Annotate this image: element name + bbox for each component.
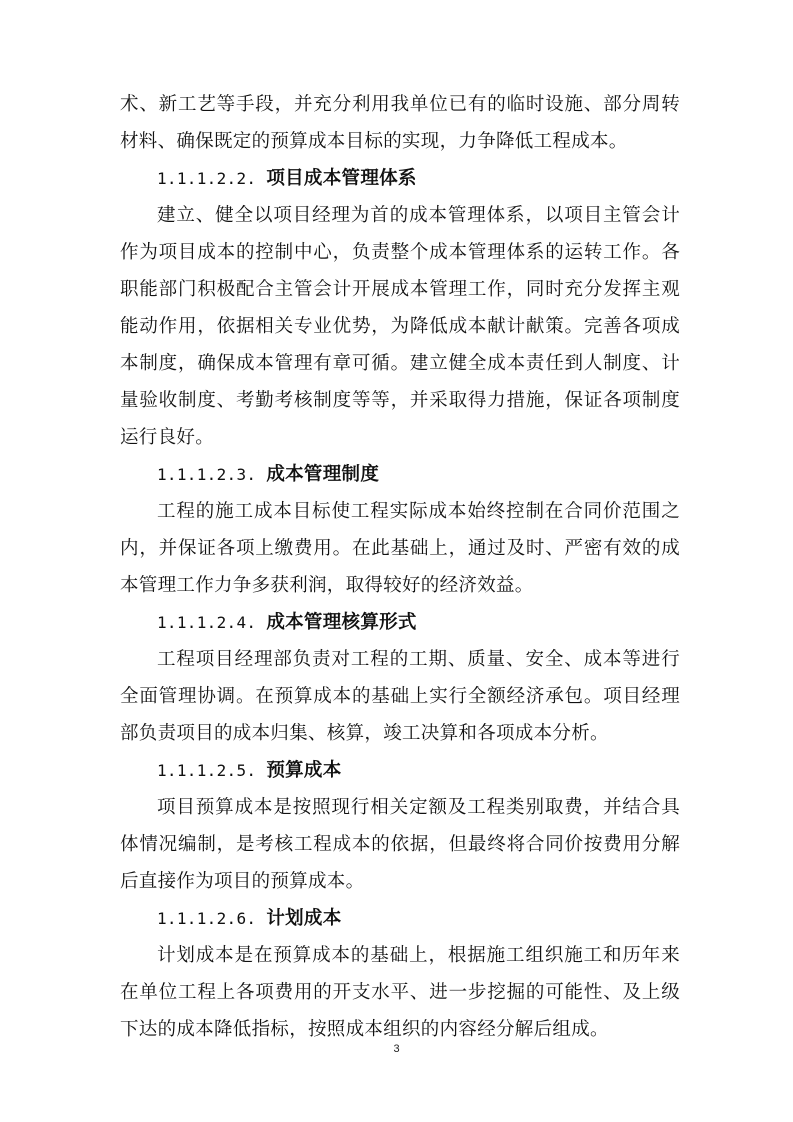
section-heading bbox=[120, 604, 680, 641]
section-heading bbox=[120, 752, 680, 789]
document-body bbox=[120, 86, 680, 1048]
section-number: 1.1.1.2.2. bbox=[157, 169, 257, 188]
section-title: 成本管理核算形式 bbox=[266, 612, 417, 633]
section-paragraph: 工程项目经理部负责对工程的工期、质量、安全、成本等进行全面管理协调。在预算成本的基础上实行全额经济承包。项目经理部负责项目的成本归集、核算，竣工决算和各项成本分析。 bbox=[120, 649, 680, 744]
page-number: 3 bbox=[393, 1043, 400, 1055]
section-paragraph: 计划成本是在预算成本的基础上，根据施工组织施工和历年来在单位工程上各项费用的开支水平、进一步挖掘的可能性、及上级下达的成本降低指标，按照成本组织的内容经分解后组成。 bbox=[120, 945, 680, 1040]
section-title: 预算成本 bbox=[266, 760, 342, 781]
intro-paragraph: 术、新工艺等手段，并充分利用我单位已有的临时设施、部分周转材料、确保既定的预算成本目标的实现，力争降低工程成本。 bbox=[120, 94, 680, 152]
section-paragraph: 工程的施工成本目标使工程实际成本始终控制在合同价范围之内，并保证各项上缴费用。在此基础上，通过及时、严密有效的成本管理工作力争多获利润，取得较好的经济效益。 bbox=[120, 501, 680, 596]
section-number: 1.1.1.2.4. bbox=[157, 613, 257, 632]
section-number: 1.1.1.2.6. bbox=[157, 909, 257, 928]
section-heading bbox=[120, 900, 680, 937]
section-heading bbox=[120, 160, 680, 197]
section-heading bbox=[120, 456, 680, 493]
section-title: 成本管理制度 bbox=[266, 464, 380, 485]
section-title: 计划成本 bbox=[266, 908, 342, 929]
section-title: 项目成本管理体系 bbox=[266, 168, 417, 189]
section-number: 1.1.1.2.3. bbox=[157, 465, 257, 484]
section-paragraph: 建立、健全以项目经理为首的成本管理体系，以项目主管会计作为项目成本的控制中心，负责整个成本管理体系的运转工作。各职能部门积极配合主管会计开展成本管理工作，同时充分发挥主观能动作用，依据相关专业优势，为降低成本献计献策。完善各项成本制度，确保成本管理有章可循。建立健全成本责任到人制度、计量验收制度、考勤考核制度等等，并采取得力措施，保证各项制度运行良好。 bbox=[120, 205, 680, 448]
section-number: 1.1.1.2.5. bbox=[157, 761, 257, 780]
section-paragraph: 项目预算成本是按照现行相关定额及工程类别取费，并结合具体情况编制，是考核工程成本的依据，但最终将合同价按费用分解后直接作为项目的预算成本。 bbox=[120, 797, 680, 892]
